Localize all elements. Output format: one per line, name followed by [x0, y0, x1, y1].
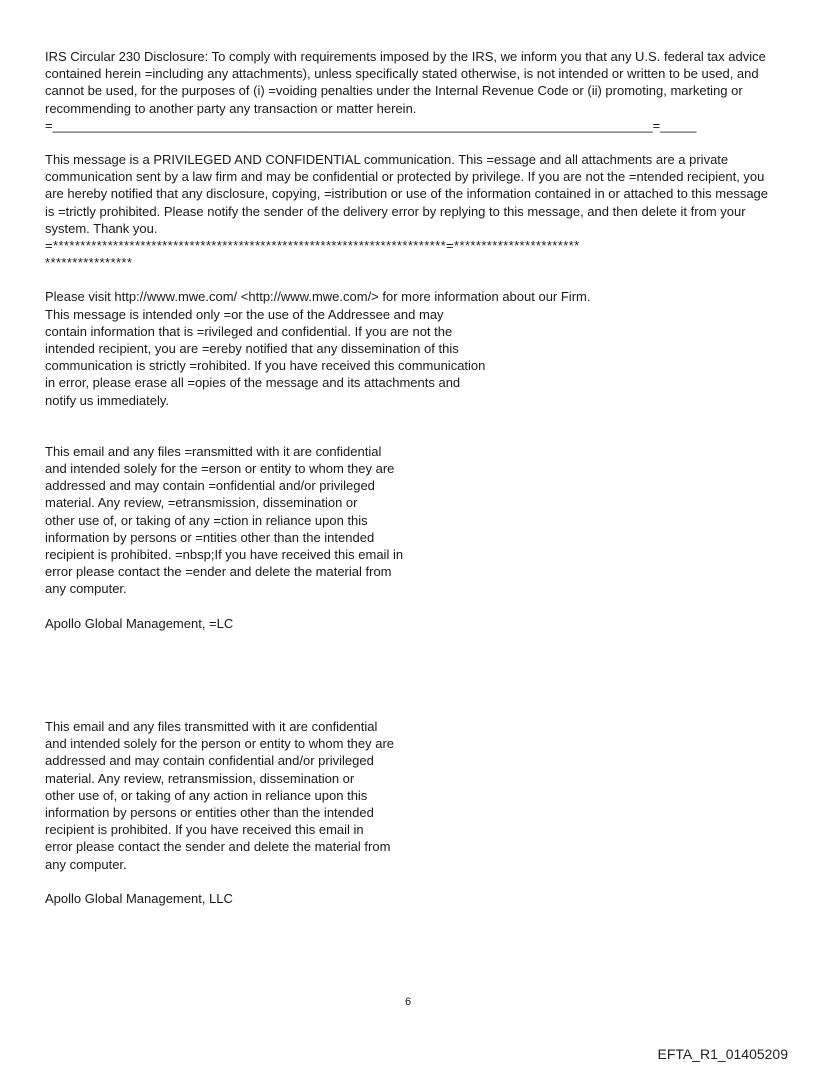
- document-body: [45, 48, 771, 907]
- apollo-signature-2: Apollo Global Management, LLC: [45, 890, 233, 906]
- spacer: [45, 873, 771, 890]
- apollo-disclaimer-paragraph-2: This email and any files transmitted with it are confidential and intended solely for the person or entity to whom they are addressed and may contain confidential and/or privileged material. Any review, retransmission, dissemination or other use of, or taking of any action in reliance upon this information by persons or entities other than the intended recipient is prohibited. If you have received this email in error please contact the sender and delete the material from any computer.: [45, 718, 395, 872]
- privileged-confidential-paragraph: This message is a PRIVILEGED AND CONFIDENTIAL communication. This =essage and all attachments are a private communication sent by a law firm and may be confidential or protected by privilege. If you are not the =ntended recipient, you are hereby notified that any disclosure, copying, =istribution or use of the information contained in or attached to this message is =trictly prohibited. Please notify the sender of the delivery error by replying to this message, and then delete it from your system. Thank you.: [45, 152, 769, 236]
- asterisk-separator: =************************************************************************=*********************** ****************: [45, 238, 580, 271]
- irs-disclosure-paragraph: IRS Circular 230 Disclosure: To comply with requirements imposed by the IRS, we inform you that any U.S. federal tax advice contained herein =including any attachments), unless specifically stated otherwise, is not intended or written to be used, and cannot be used, for the purposes of (i) =voiding penalties under the Internal Revenue Code or (ii) promoting, marketing or recommending to another party any transaction or matter herein.: [45, 49, 766, 116]
- document-id: EFTA_R1_01405209: [657, 1046, 788, 1062]
- apollo-disclaimer-paragraph-1: This email and any files =ransmitted with it are confidential and intended solely for the =erson or entity to whom they are addressed and may contain =onfidential and/or privileged material. Any review, =etransmission, dissemination or other use of, or taking of any =ction in reliance upon this information by persons or =ntities other than the intended recipient is prohibited. =nbsp;If you have received this email in error please contact the =ender and delete the material from any computer.: [45, 443, 404, 597]
- mwe-notice-paragraph: Please visit http://www.mwe.com/ <http://www.mwe.com/> for more information about our Firm. This message is intended only =or the use of the Addressee and may contain information that is =rivileged and confidential. If you are not the intended recipient, you are =ereby notified that any dissemination of this communication is strictly =rohibited. If you have received this communication in error, please erase all =opies of the message and its attachments and notify us immediately.: [45, 289, 591, 408]
- spacer: [45, 598, 771, 615]
- page-number: 6: [404, 996, 412, 1008]
- spacer: [45, 271, 771, 288]
- apollo-signature-1: Apollo Global Management, =LC: [45, 615, 234, 631]
- spacer: [45, 134, 771, 151]
- spacer: [45, 409, 771, 443]
- spacer: [45, 632, 771, 718]
- separator-line: =___________________________________________________________________________________=_____: [45, 117, 697, 133]
